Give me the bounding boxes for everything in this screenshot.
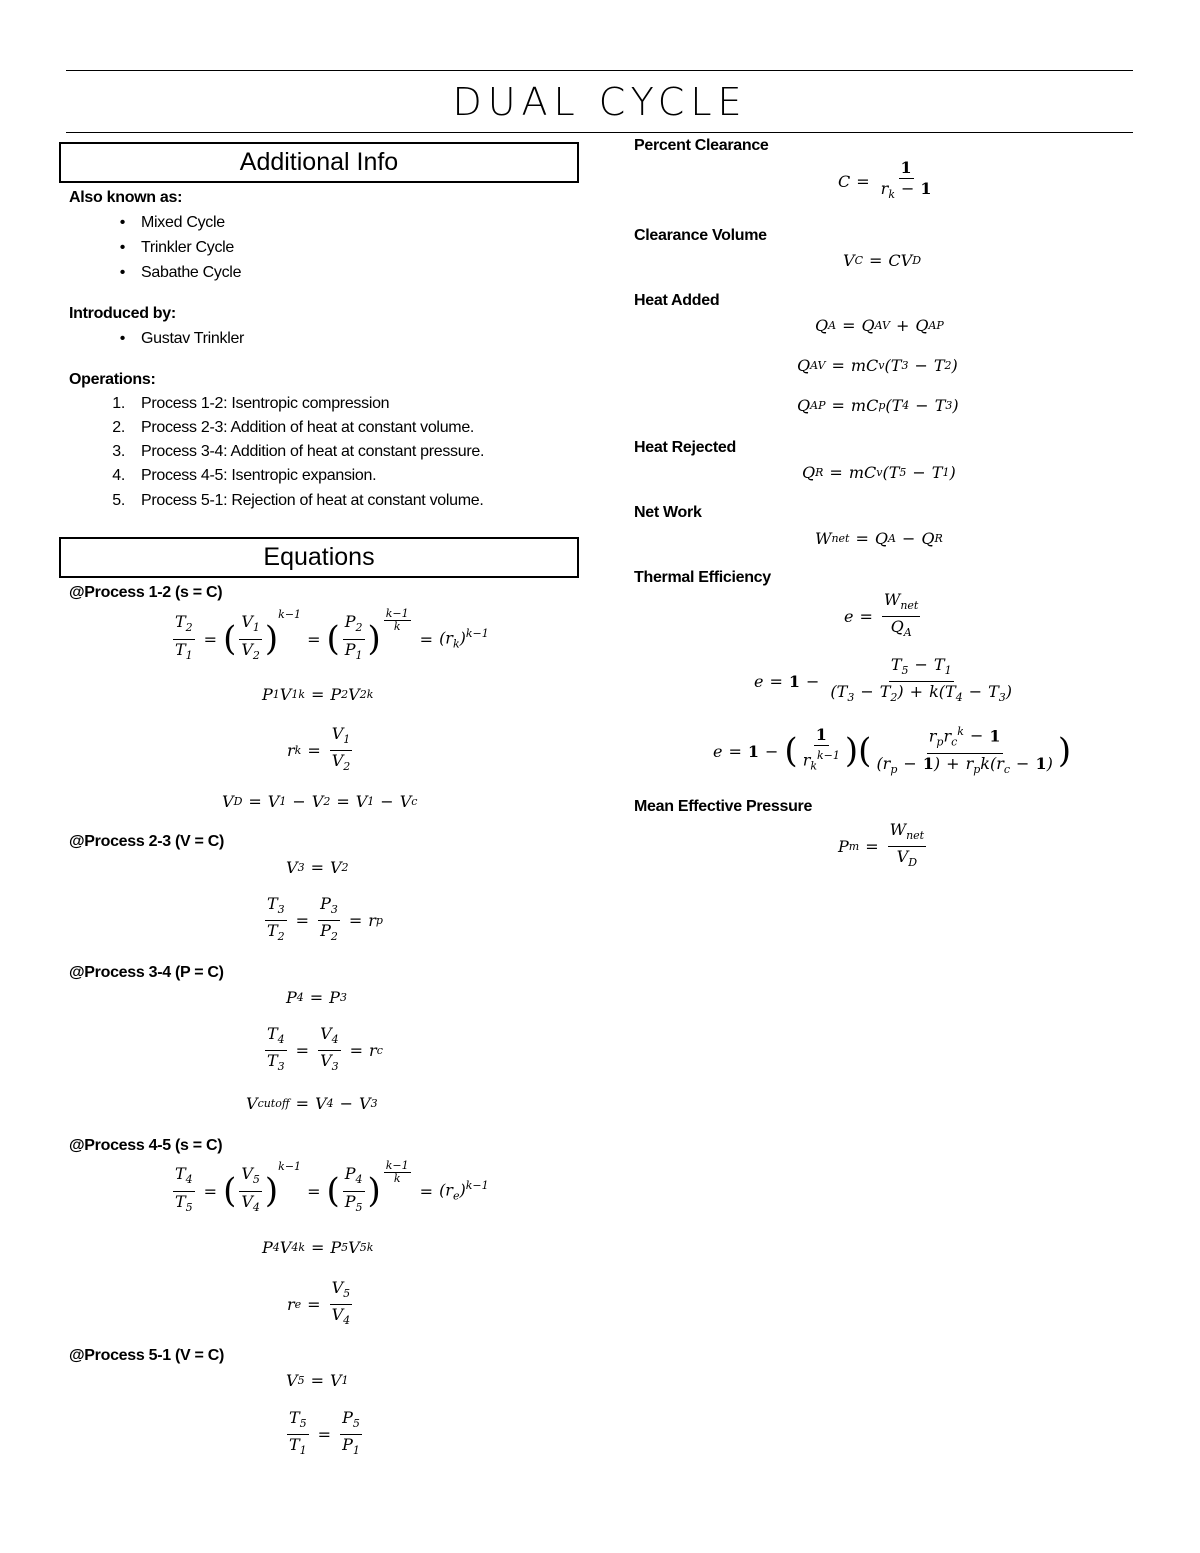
eq-efficiency-basic: e = $W_{net}$ $Q_A$ bbox=[844, 590, 919, 640]
eq-pressure-ratio: $\frac{T_3}{T_2}$ = $\frac{P_3}{P_2}$ = r p bbox=[267, 894, 383, 944]
process-3-4-label: @Process 3-4 (P = C) bbox=[69, 964, 224, 981]
introduced-label: Introduced by: bbox=[69, 305, 176, 322]
process-2-3-label: @Process 2-3 (V = C) bbox=[69, 833, 225, 850]
eq-net-work: W net = Q A − Q R bbox=[815, 529, 943, 548]
eq-4-5-pv: P 4 V 4 k = P 5 V 5 k bbox=[262, 1238, 374, 1257]
process-1-2-label: @Process 1-2 (s = C) bbox=[69, 584, 223, 601]
introducer-item: • Gustav Trinkler bbox=[119, 330, 245, 347]
eq-2-3-volume: V 3 = V 2 bbox=[286, 858, 349, 877]
operations-label: Operations: bbox=[69, 371, 156, 388]
heat-rejected-label: Heat Rejected bbox=[634, 439, 736, 456]
operation-item: 1. Process 1-2: Isentropic compression bbox=[112, 395, 390, 412]
eq-clearance-volume: V C = CV D bbox=[843, 251, 922, 270]
percent-clearance-label: Percent Clearance bbox=[634, 137, 769, 154]
eq-displacement: V D = V 1 − V 2 = V 1 − V c bbox=[222, 792, 418, 811]
eq-heat-rejected: Q R = mC v (T 5 − T 1 ) bbox=[802, 463, 956, 482]
operation-item: 2. Process 2-3: Addition of heat at constant volume. bbox=[112, 419, 475, 436]
eq-efficiency-ratios: e = 1 − ( 1 $r_k^{k-1}$ ) ( $r_pr_c^k - 1$ $(r_p - 1) + r_pk(r_c - 1)$ ) bbox=[713, 722, 1071, 780]
eq-heat-added: Q A = Q AV + Q AP bbox=[815, 316, 944, 335]
eq-1-2-pv: P 1 V 1 k = P 2 V 2 k bbox=[262, 685, 374, 704]
thermal-efficiency-label: Thermal Efficiency bbox=[634, 569, 771, 586]
title-rule bbox=[66, 132, 1133, 133]
also-known-label: Also known as: bbox=[69, 189, 183, 206]
operation-item: 3. Process 3-4: Addition of heat at constant pressure. bbox=[112, 443, 485, 460]
eq-1-2-temp-ratio: $\frac{T_2}{T_1}$ = ( $V_1$ $V_2$ ) k−1 = ( $P_2$ $P_1$ ) $\frac{k-1}{k}$ = $(r_k)^{k-1}$ bbox=[175, 607, 489, 662]
heat-added-label: Heat Added bbox=[634, 292, 720, 309]
page-title: DUAL CYCLE bbox=[452, 80, 748, 124]
additional-info-heading: Additional Info bbox=[59, 142, 579, 183]
alias-item: • Trinkler Cycle bbox=[119, 239, 234, 256]
operation-item: 4. Process 4-5: Isentropic expansion. bbox=[112, 467, 377, 484]
eq-efficiency-temps: e = 1 − $\frac{T_5 - T_1}{(T_3 - T_2) + k(T_4 - T_3)}$ bbox=[754, 655, 1013, 705]
eq-5-1-volume: V 5 = V 1 bbox=[286, 1371, 349, 1390]
eq-compression-ratio: r k = $\frac{V_1}{V_2}$ bbox=[287, 724, 351, 774]
eq-expansion-ratio: r e = $\frac{V_5}{V_4}$ bbox=[287, 1278, 351, 1328]
eq-3-4-pressure: P 4 = P 3 bbox=[286, 988, 347, 1007]
clearance-volume-label: Clearance Volume bbox=[634, 227, 767, 244]
process-5-1-label: @Process 5-1 (V = C) bbox=[69, 1347, 225, 1364]
eq-heat-added-pressure: Q AP = mC p (T 4 − T 3 ) bbox=[797, 396, 959, 415]
eq-5-1-temp-ratio: $\frac{T_5}{T_1}$ = $\frac{P_5}{P_1}$ bbox=[289, 1408, 360, 1458]
alias-item: • Sabathe Cycle bbox=[119, 264, 242, 281]
eq-cutoff-volume: V cutoff = V 4 − V 3 bbox=[246, 1094, 378, 1113]
eq-cutoff-ratio: $\frac{T_4}{T_3}$ = $\frac{V_4}{V_3}$ = r c bbox=[267, 1024, 383, 1074]
eq-mep: P m = $W_{net}$ $V_D$ bbox=[838, 820, 925, 870]
eq-heat-added-volume: Q AV = mC v (T 3 − T 2 ) bbox=[797, 356, 958, 375]
process-4-5-label: @Process 4-5 (s = C) bbox=[69, 1137, 223, 1154]
alias-item: • Mixed Cycle bbox=[119, 214, 225, 231]
mep-label: Mean Effective Pressure bbox=[634, 798, 813, 815]
eq-percent-clearance: C = $\frac{1}{r_k - 1}$ bbox=[838, 158, 932, 202]
operation-item: 5. Process 5-1: Rejection of heat at constant volume. bbox=[112, 492, 484, 509]
net-work-label: Net Work bbox=[634, 504, 702, 521]
eq-4-5-temp-ratio: $\frac{T_4}{T_5}$ = ( $V_5$ $V_4$ ) k−1 = ( $P_4$ $P_5$ ) $\frac{k-1}{k}$ = $(r_e)^{k-1}$ bbox=[175, 1159, 489, 1214]
top-rule bbox=[66, 70, 1133, 71]
equations-heading: Equations bbox=[59, 537, 579, 578]
